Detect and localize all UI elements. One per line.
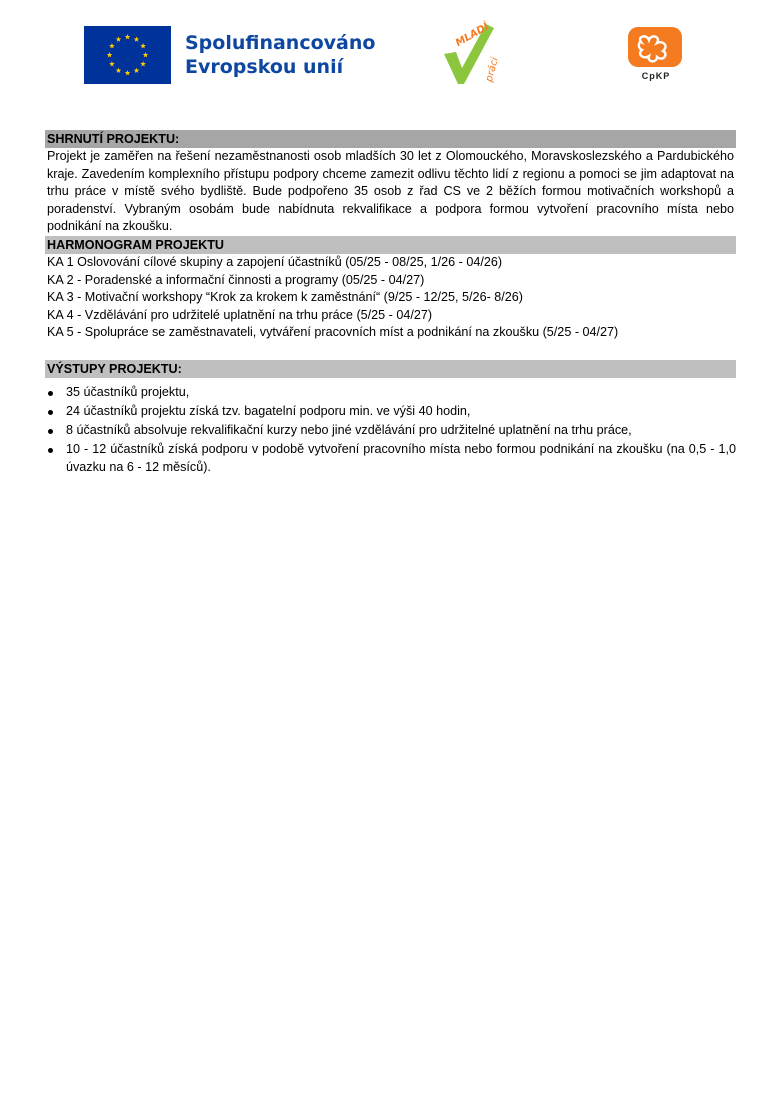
output-item (45, 384, 736, 402)
eu-flag-icon (84, 26, 171, 84)
bullet-icon (48, 448, 53, 453)
bullet-icon (48, 391, 53, 396)
logo-header (0, 0, 781, 100)
eu-logo-line2: Evropskou unií (185, 56, 344, 78)
praci-logo-text: práci (483, 56, 501, 84)
schedule-item: KA 4 - Vzdělávání pro udržitelé uplatnění na trhu práce (5/25 - 04/27) (47, 307, 433, 322)
outputs-list (45, 384, 736, 476)
cpkp-logo-text: CpKP (641, 71, 671, 81)
schedule-item: KA 5 - Spolupráce se zaměstnavateli, vytváření pracovních míst a podnikání na zkoušku (5/25 - 04/27) (47, 325, 619, 340)
eu-logo-line1: Spolufinancováno (185, 32, 376, 54)
output-item (45, 422, 736, 440)
bullet-icon (48, 410, 53, 415)
schedule-heading: HARMONOGRAM PROJEKTU (45, 236, 736, 254)
output-item-text: 10 - 12 účastníků získá podporu v podobě vytvoření pracovního místa nebo formou podnikání na zkoušku (na 0,5 - 1,0 úvazku na 6 - 12 měsíců). (66, 442, 736, 474)
cpkp-emblem-icon (627, 26, 685, 70)
schedule-item: KA 3 - Motivační workshopy “Krok za krokem k zaměstnání“ (9/25 - 12/25, 5/26- 8/26) (47, 290, 523, 305)
schedule-list (45, 254, 736, 342)
cpkp-logo (627, 26, 685, 86)
output-item (45, 403, 736, 421)
schedule-item: KA 2 - Poradenské a informační činnosti a programy (05/25 - 04/27) (47, 272, 425, 287)
output-item-text: 24 účastníků projektu získá tzv. bagatelní podporu min. ve výši 40 hodin, (66, 404, 471, 419)
project-info (45, 130, 736, 478)
eu-cofinanced-logo (84, 26, 375, 84)
mladi-praci-logo (440, 16, 502, 90)
outputs-heading: VÝSTUPY PROJEKTU: (45, 360, 736, 378)
summary-text: Projekt je zaměřen na řešení nezaměstnanosti osob mladších 30 let z Olomouckého, Moravskoslezského a Pardubického kraje. Zavedením komplexního přístupu podpory chceme zamezit odlivu těchto lidí z regionu a pomoci se jim adaptovat na trhu práce v místě svého bydliště. Bude podpořeno 35 osob z řad CS ve 2 běžích formou motivačních workshopů a poradenství. Vybraným osobám bude nabídnuta rekvalifikace a podpora formou vytvoření pracovního místa nebo podnikání na zkoušku. (47, 149, 734, 234)
bullet-icon (48, 429, 53, 434)
output-item-text: 35 účastníků projektu, (66, 384, 190, 399)
output-item (45, 441, 736, 476)
output-item-text: 8 účastníků absolvuje rekvalifikační kurzy nebo jiné vzdělávání pro udržitelné uplatnění na trhu práce, (66, 423, 632, 438)
schedule-item: KA 1 Oslovování cílové skupiny a zapojení účastníků (05/25 - 08/25, 1/26 - 04/26) (47, 254, 503, 269)
mladi-logo-text: MLADÍ (453, 21, 491, 50)
summary-heading: SHRNUTÍ PROJEKTU: (45, 130, 736, 148)
